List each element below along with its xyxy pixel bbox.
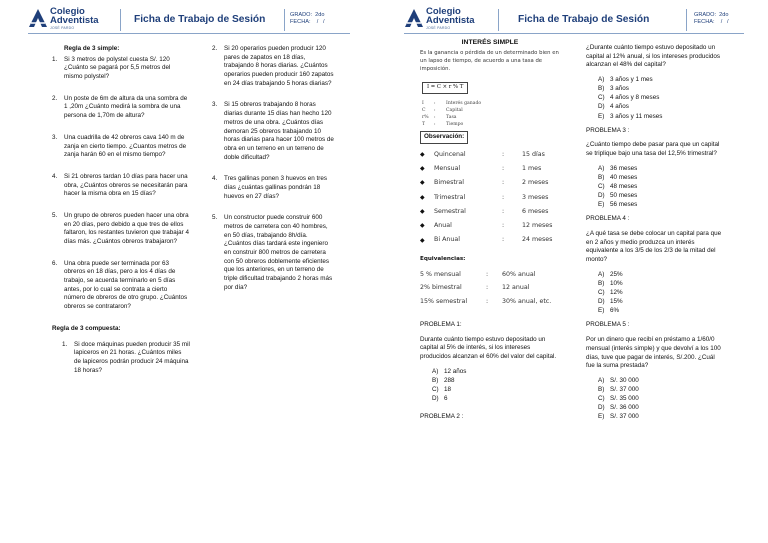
option-value: S/. 35 000 (610, 395, 639, 403)
option-letter: D) (432, 395, 439, 403)
question-text: Si 20 operarios pueden producir 120 pares de zapatos en 18 días, trabajando 8 horas diarias. ¿Cuántos operarios pueden producir 160 zapatos en 24 días trabajando 5 horas diarias? (224, 45, 334, 87)
logo-subtext: JOSÉ PARDO (426, 26, 451, 30)
date-field: FECHA: / / (290, 18, 325, 25)
problem-text: ¿A qué tasa se debe colocar un capital para que en 2 años y medio produzca un interés equivalente a los 3/5 de los 2/3 de la mitad del monto? (586, 230, 722, 264)
header-divider (284, 9, 285, 31)
option-letter: E) (598, 413, 605, 421)
option-letter: B) (598, 173, 605, 181)
period-colon: : (502, 179, 505, 187)
option-letter: C) (598, 289, 605, 297)
observation-label: Observación: (420, 131, 468, 144)
option-value: 56 meses (610, 201, 638, 209)
equivalence-row (420, 271, 560, 285)
question-text: Si 21 obreros tardan 10 días para hacer una obra, ¿Cuántos obreros se necesitarán para hacer la misma obra en 15 días? (64, 172, 188, 198)
page-title: Ficha de Trabajo de Sesión (134, 14, 266, 25)
equivalence-colon: : (486, 270, 489, 278)
option-value: 12% (610, 289, 623, 297)
question-item (212, 214, 334, 292)
page2-left-column (420, 38, 560, 428)
option-letter: D) (598, 103, 605, 111)
option-letter: D) (598, 404, 605, 412)
option-letter: B) (598, 279, 605, 287)
option-value: 36 meses (610, 164, 638, 172)
option-letter: E) (598, 307, 605, 315)
answer-option (598, 306, 722, 315)
problem-text: Por un dinero que recibí en préstamo a 1/60/0 mensual (interés simple) y que devolví a los 100 días, tuve que pagar de interés, S/.200. ¿Cuál fue la suma prestada? (586, 336, 721, 370)
equivalence-right: 12 anual (502, 284, 530, 292)
answer-option (598, 403, 722, 412)
period-row (420, 191, 560, 205)
question-item (52, 173, 190, 199)
option-value: S/. 37 000 (610, 413, 639, 421)
option-value: S/. 30 000 (610, 376, 639, 384)
option-value: 3 años (610, 85, 629, 93)
page-header (28, 6, 350, 34)
option-value: 3 años y 11 meses (610, 112, 663, 120)
equivalence-row (420, 284, 560, 298)
question-number: 4. (52, 172, 58, 180)
formula-box: I = C × r % T (422, 82, 468, 93)
question-text: Una cuadrilla de 42 obreros cava 140 m de zanja en cierto tiempo. ¿Cuantos metros de zanja harán 60 en el mismo tiempo? (64, 133, 187, 159)
period-value: 2 meses (522, 179, 549, 187)
period-colon: : (502, 236, 505, 244)
period-row (420, 219, 560, 233)
option-letter: A) (598, 76, 605, 84)
period-value: 3 meses (522, 193, 549, 201)
answer-option (598, 75, 722, 84)
option-letter: C) (598, 395, 605, 403)
option-letter: A) (432, 367, 439, 375)
option-value: S/. 37 000 (610, 386, 639, 393)
question-number: 1. (62, 340, 68, 348)
header-divider (120, 9, 121, 31)
answer-option (432, 394, 560, 403)
question-text: Un poste de 6m de altura da una sombra de 1 ,20m ¿Cuánto medirá la sombra de una persona de 1,70m de altura? (64, 94, 188, 120)
formula-legend-row (422, 121, 560, 128)
section-title: INTERÉS SIMPLE (461, 39, 519, 46)
section-heading: Regla de 3 compuesta: (52, 324, 121, 332)
period-row (420, 148, 560, 162)
worksheet-page-2 (384, 0, 768, 543)
problem-label: PROBLEMA 4 : (586, 215, 630, 223)
option-value: 4 años (610, 103, 629, 111)
question-text: Un grupo de obreros pueden hacer una obra en 20 días, pero debido a que tres de ellos faltaron, los restantes tuvieron que trabajar 4 días más. ¿Cuántos obreros trabajaron? (64, 211, 189, 245)
legend-symbol: r% (422, 114, 429, 120)
problem-text: ¿Durante cuánto tiempo estuvo depositado un capital al 12% anual, si los intereses producidos alcanzan el 48% del capital? (586, 44, 721, 69)
option-value: 50 meses (610, 192, 638, 200)
problem-text: Durante cuánto tiempo estuvo depositado un capital al 5% de interés, si los intereses producidos alcanzan el 60% del valor del capital. (420, 335, 557, 361)
legend-description: Tiempo (446, 122, 464, 128)
question-number: 2. (52, 94, 58, 102)
answer-option (432, 367, 560, 376)
bullet-icon: ◆ (420, 150, 425, 158)
question-text: Un constructor puede construir 600 metros de carretera con 40 hombres, en 50 días, trabajando 8h/día. ¿Cuántos días tardará este ingeniero en construir 800 metros de carretera con 50 obreros doblemente eficientes que los anteriores, en un terreno de triple dificultad trabajando 2 horas más por día? (224, 214, 333, 291)
equivalence-colon: : (486, 284, 489, 292)
option-value: 25% (610, 270, 623, 278)
period-row (420, 205, 560, 219)
period-value: 6 meses (522, 207, 549, 215)
option-letter: C) (598, 94, 605, 102)
school-logo (404, 6, 492, 34)
school-logo-icon (28, 8, 48, 28)
period-colon: : (502, 164, 505, 172)
question-text: Una obra puede ser terminada por 63 obreros en 18 días, pero a los 4 días de trabajo, se acuerda terminarlo en 5 días antes, por lo cual se contrata a cierto número de obreros de otro grupo. ¿Cuántos obreros se contrataron? (64, 259, 188, 311)
question-number: 2. (212, 45, 218, 52)
question-text: Tres gallinas ponen 3 huevos en tres días ¿cuántas gallinas pondrán 18 huevos en 27 días? (224, 175, 328, 200)
page-header (404, 6, 744, 34)
answer-option (598, 376, 722, 385)
answer-option (598, 93, 722, 102)
period-name: Bimestral (434, 179, 465, 187)
grade-field: GRADO: 2do (694, 12, 729, 18)
bullet-icon: ◆ (420, 236, 425, 244)
date-field: FECHA: / / (694, 18, 729, 25)
equivalence-left: 15% semestral (420, 297, 468, 305)
option-value: S/. 36 000 (610, 404, 639, 412)
question-text: Si 3 metros de polystel cuesta S/. 120 ¿Cuánto se pagará por 5,5 metros del mismo polystel? (64, 55, 171, 81)
equivalence-right: 30% anual, etc. (502, 297, 552, 305)
question-number: 5. (52, 211, 58, 219)
option-value: 15% (610, 298, 623, 306)
option-value: 12 años (444, 367, 467, 375)
equivalence-left: 2% bimestral (420, 284, 462, 292)
question-item (52, 260, 190, 312)
answer-option (598, 164, 722, 173)
option-value: 4 años y 8 meses (610, 94, 660, 102)
grade-date-block (694, 12, 729, 26)
period-colon: : (502, 193, 505, 201)
period-value: 1 mes (522, 164, 542, 172)
definition-text: Es la ganancia o pérdida de un determinado bien en un lapso de tiempo, de acuerdo a una tasa de imposición. (420, 50, 559, 72)
question-item (52, 212, 190, 247)
period-row (420, 162, 560, 176)
equivalence-right: 60% anual (502, 270, 536, 278)
answer-option (598, 112, 722, 121)
period-name: Bi Anual (434, 236, 460, 244)
formula-legend-row (422, 107, 560, 114)
problem-label: PROBLEMA 5 : (586, 321, 630, 329)
page1-right-column (212, 45, 334, 306)
answer-option (598, 279, 722, 288)
answer-option (598, 182, 722, 191)
question-item (52, 95, 190, 121)
page2-right-column (586, 44, 722, 428)
option-letter: D) (598, 192, 605, 200)
period-name: Mensual (434, 164, 461, 172)
problem-label: PROBLEMA 3 : (586, 126, 630, 134)
option-letter: C) (432, 386, 439, 394)
answer-option (598, 102, 722, 111)
option-value: 40 meses (610, 173, 638, 181)
logo-text-line1: Colegio (50, 6, 85, 17)
period-colon: : (502, 207, 505, 215)
bullet-icon: ◆ (420, 222, 425, 230)
grade-date-block (290, 12, 325, 26)
school-logo (28, 6, 116, 34)
question-text: Si 15 obreros trabajando 8 horas diarias durante 15 días han hecho 120 metros de una obra. ¿Cuántos días demoran 25 obreros trabajando 10 horas diarias para hacer 100 metros de obra en un terreno en un terreno de doble dificultad? (224, 101, 334, 161)
legend-colon: : (434, 122, 436, 128)
formula-legend-row (422, 114, 560, 121)
answer-option (598, 173, 722, 182)
equivalences-title: Equivalencias: (420, 255, 466, 262)
header-divider (498, 9, 499, 31)
logo-subtext: JOSÉ PARDO (50, 26, 75, 30)
period-name: Quincenal (434, 150, 466, 158)
legend-description: Tasa (446, 114, 457, 120)
grade-field: GRADO: 2do (290, 12, 325, 18)
period-name: Semestral (434, 207, 466, 215)
answer-option (432, 385, 560, 394)
bullet-icon: ◆ (420, 208, 425, 216)
legend-colon: : (434, 107, 436, 113)
option-letter: E) (598, 201, 605, 209)
option-letter: C) (598, 183, 605, 190)
question-text: Si doce máquinas pueden producir 35 mil lapiceros en 21 horas. ¿Cuántos miles de lapiceros podrán producir 24 máquina 18 horas? (74, 340, 190, 374)
section-heading: Regla de 3 simple: (64, 45, 120, 52)
legend-colon: : (434, 100, 436, 106)
page-title: Ficha de Trabajo de Sesión (518, 14, 650, 25)
legend-colon: : (434, 114, 436, 120)
period-name: Trimestral (434, 193, 466, 201)
page1-left-column (52, 45, 190, 388)
problem-text: ¿Cuánto tiempo debe pasar para que un capital se triplique bajo una tasa del 12,5% trimestral? (586, 141, 720, 158)
question-item (212, 101, 334, 162)
option-value: 48 meses (610, 183, 638, 190)
answer-option (598, 385, 722, 394)
option-value: 6 (444, 395, 448, 403)
answer-option (598, 270, 722, 279)
period-value: 24 meses (522, 236, 553, 244)
period-row (420, 176, 560, 190)
logo-text-line2: Adventista (50, 15, 99, 26)
answer-option (598, 200, 722, 209)
legend-symbol: C (422, 107, 426, 113)
logo-text-line1: Colegio (426, 6, 461, 17)
equivalence-left: 5 % mensual (420, 270, 461, 278)
option-letter: A) (598, 270, 605, 278)
answer-option (432, 376, 560, 385)
bullet-icon: ◆ (420, 179, 425, 187)
answer-option (598, 394, 722, 403)
period-colon: : (502, 150, 505, 158)
option-value: 18 (444, 386, 452, 394)
period-value: 15 días (522, 150, 545, 158)
answer-option (598, 191, 722, 200)
legend-description: Interés ganado (446, 100, 482, 106)
legend-description: Capital (446, 107, 463, 113)
option-letter: B) (432, 376, 439, 384)
option-letter: E) (598, 112, 605, 120)
school-logo-icon (404, 8, 424, 28)
option-letter: D) (598, 298, 605, 306)
option-letter: A) (598, 376, 605, 384)
option-letter: A) (598, 164, 605, 172)
equivalence-colon: : (486, 297, 489, 305)
formula-legend-row (422, 100, 560, 107)
answer-option (598, 297, 722, 306)
question-item (212, 45, 334, 88)
logo-text-line2: Adventista (426, 15, 475, 26)
header-divider (686, 9, 687, 31)
legend-symbol: T (422, 122, 426, 128)
period-value: 12 meses (522, 222, 553, 230)
period-colon: : (502, 222, 505, 230)
question-number: 5. (212, 214, 218, 222)
question-item (52, 56, 190, 82)
question-number: 6. (52, 259, 58, 267)
period-row (420, 234, 560, 248)
answer-option (598, 288, 722, 297)
question-item (62, 341, 190, 376)
bullet-icon: ◆ (420, 193, 425, 201)
option-letter: B) (598, 386, 605, 393)
question-number: 1. (52, 55, 58, 63)
answer-option (598, 412, 722, 421)
option-value: 288 (444, 376, 455, 384)
problem-label: PROBLEMA 1: (420, 321, 462, 329)
period-name: Anual (434, 222, 452, 230)
answer-option (598, 84, 722, 93)
problem-label: PROBLEMA 2 : (420, 413, 464, 421)
equivalence-row (420, 298, 560, 312)
question-item (212, 175, 334, 201)
question-number: 3. (52, 133, 58, 141)
question-number: 3. (212, 101, 218, 109)
option-value: 10% (610, 279, 623, 287)
legend-symbol: I (422, 100, 424, 106)
question-item (52, 134, 190, 160)
question-number: 4. (212, 175, 218, 183)
bullet-icon: ◆ (420, 165, 425, 173)
option-value: 6% (610, 307, 620, 315)
option-letter: B) (598, 85, 605, 93)
option-value: 3 años y 1 mes (610, 76, 653, 84)
